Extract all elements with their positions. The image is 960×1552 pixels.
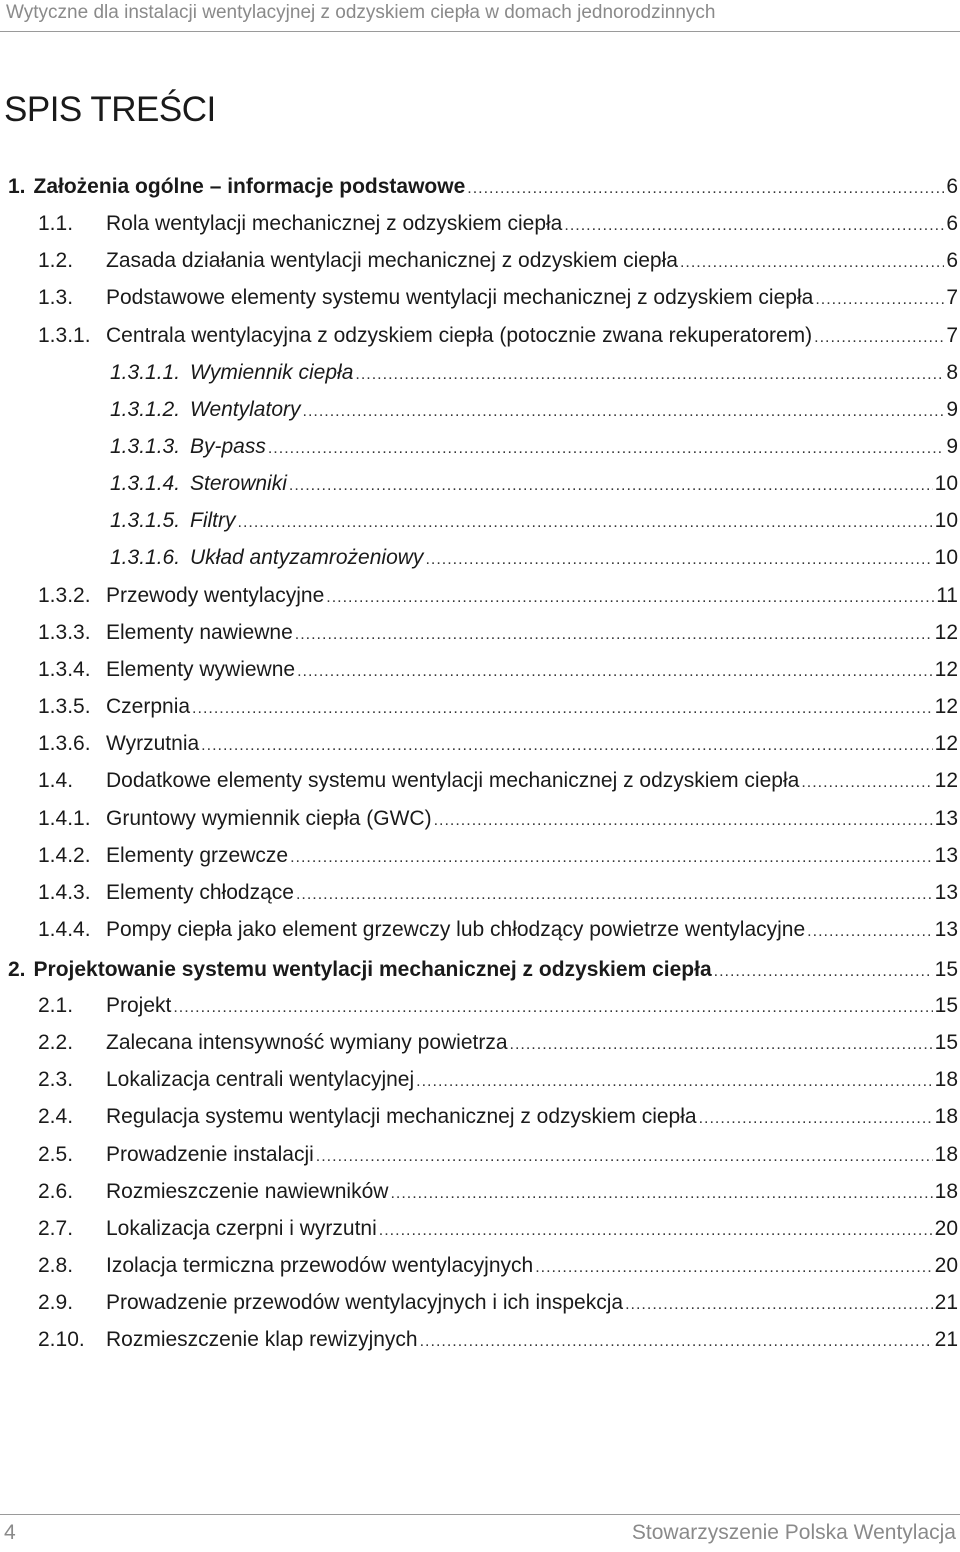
toc-entry-label: Wyrzutnia [106, 732, 200, 755]
toc-entry-label: Lokalizacja czerpni i wyrzutni [106, 1217, 377, 1240]
toc-entry-number: 1.2. [38, 249, 74, 272]
toc-entry-page: 6 [946, 212, 958, 235]
toc-entry-leader [106, 1249, 960, 1283]
toc-entry-label: Prowadzenie instalacji [106, 1143, 314, 1166]
toc-entry-number: 2.7. [38, 1217, 74, 1240]
toc-entry-page: 20 [934, 1217, 958, 1240]
toc-entry-leader [106, 1175, 960, 1209]
toc-dot-leader [266, 432, 944, 464]
toc-entry-number: 2.9. [38, 1291, 74, 1314]
toc-entry-number: 2.6. [38, 1180, 74, 1203]
toc-entry-number: 1.3.1.6. [110, 546, 181, 569]
toc-entry-label: Elementy nawiewne [106, 621, 293, 644]
toc-entry-page: 20 [934, 1254, 958, 1277]
toc-entry-label: Filtry [190, 509, 236, 532]
footer-divider [0, 1514, 960, 1515]
toc-entry[interactable] [0, 1249, 960, 1283]
toc-entry-page: 11 [936, 584, 958, 607]
toc-entry-leader [190, 467, 960, 501]
toc-entry-page: 10 [934, 546, 958, 569]
toc-entry-page: 12 [934, 695, 958, 718]
toc-dot-leader [678, 246, 944, 278]
toc-entry-page: 21 [934, 1328, 958, 1351]
toc-entry-leader [190, 541, 960, 575]
toc-entry-leader [190, 430, 960, 464]
toc-entry-leader [106, 1212, 960, 1246]
toc-dot-leader [377, 1214, 933, 1246]
toc-entry-page: 8 [946, 361, 958, 384]
footer-page-number: 4 [4, 1521, 16, 1544]
toc-entry-label: Przewody wentylacyjne [106, 584, 325, 607]
toc-entry-page: 13 [934, 807, 958, 830]
toc-entry-page: 7 [946, 324, 958, 347]
toc-entry-label: Zasada działania wentylacji mechanicznej z odzyskiem ciepła [106, 249, 678, 272]
toc-entry-label: Gruntowy wymiennik ciepła (GWC) [106, 807, 432, 830]
toc-entry-leader [106, 244, 960, 278]
toc-entry-leader [106, 802, 960, 836]
toc-dot-leader [171, 991, 932, 1023]
toc-entry[interactable] [0, 170, 960, 204]
footer-organization: Stowarzyszenie Polska Wentylacja [631, 1521, 956, 1544]
toc-entry-number: 1. [8, 175, 26, 198]
toc-entry-leader [106, 1026, 960, 1060]
toc-entry-page: 9 [946, 435, 958, 458]
toc-entry-number: 2.1. [38, 994, 74, 1017]
toc-entry[interactable] [0, 1100, 960, 1134]
toc-dot-leader [287, 469, 933, 501]
toc-entry-leader [190, 393, 960, 427]
toc-entry-leader [106, 1100, 960, 1134]
toc-entry-number: 1.3.1.4. [110, 472, 181, 495]
toc-entry-number: 2.2. [38, 1031, 74, 1054]
toc-entry[interactable] [0, 1212, 960, 1246]
toc-entry-page: 6 [946, 249, 958, 272]
toc-entry-leader [106, 876, 960, 910]
toc-entry[interactable] [0, 579, 960, 613]
toc-entry-number: 1.3.1.3. [110, 435, 181, 458]
toc-entry[interactable] [0, 1026, 960, 1060]
toc-dot-leader [324, 581, 934, 613]
toc-entry-leader [106, 653, 960, 687]
toc-entry[interactable] [0, 541, 960, 575]
toc-entry[interactable] [0, 989, 960, 1023]
toc-entry-page: 12 [934, 621, 958, 644]
toc-dot-leader [423, 543, 932, 575]
toc-dot-leader [236, 506, 933, 538]
toc-entry-number: 2.8. [38, 1254, 74, 1277]
toc-entry[interactable] [0, 876, 960, 910]
header-divider [0, 31, 960, 32]
toc-entry[interactable] [0, 504, 960, 538]
toc-entry-number: 1.3.5. [38, 695, 91, 718]
toc-entry[interactable] [0, 764, 960, 798]
toc-dot-leader [294, 878, 933, 910]
toc-entry[interactable] [0, 356, 960, 390]
toc-entry[interactable] [0, 802, 960, 836]
toc-entry-page: 10 [934, 472, 958, 495]
toc-entry-leader [106, 690, 960, 724]
toc-entry[interactable] [0, 1138, 960, 1172]
toc-entry-label: Lokalizacja centrali wentylacyjnej [106, 1068, 415, 1091]
toc-entry-number: 2.4. [38, 1105, 74, 1128]
toc-entry-label: Założenia ogólne – informacje podstawowe [33, 175, 466, 198]
toc-entry-leader [106, 1323, 960, 1357]
toc-entry-number: 1.4.4. [38, 918, 91, 941]
toc-entry-number: 1.3.2. [38, 584, 91, 607]
toc-entry-number: 1.3.6. [38, 732, 91, 755]
toc-entry[interactable] [0, 1323, 960, 1357]
toc-dot-leader [508, 1028, 933, 1060]
toc-entry-page: 15 [934, 958, 958, 981]
toc-entry[interactable] [0, 393, 960, 427]
toc-entry-leader [106, 764, 960, 798]
toc-entry-leader [190, 504, 960, 538]
toc-entry-label: Elementy chłodzące [106, 881, 294, 904]
toc-entry-leader [8, 953, 960, 987]
toc-entry-label: Rola wentylacji mechanicznej z odzyskiem ciepła [106, 212, 563, 235]
toc-entry-number: 1.3.1.5. [110, 509, 181, 532]
toc-dot-leader [199, 729, 932, 761]
toc-entry[interactable] [0, 1286, 960, 1320]
toc-entry-leader [8, 170, 960, 204]
toc-entry-number: 1.3.1.1. [110, 361, 181, 384]
toc-entry-label: By-pass [190, 435, 266, 458]
toc-entry-page: 12 [934, 658, 958, 681]
toc-dot-leader [623, 1288, 933, 1320]
toc-entry-page: 9 [946, 398, 958, 421]
toc-dot-leader [562, 209, 944, 241]
toc-entry-label: Pompy ciepła jako element grzewczy lub chłodzący powietrze wentylacyjne [106, 918, 806, 941]
toc-entry-leader [106, 616, 960, 650]
toc-entry-label: Rozmieszczenie nawiewników [106, 1180, 389, 1203]
toc-entry-page: 7 [946, 286, 958, 309]
toc-entry-number: 2.5. [38, 1143, 74, 1166]
toc-entry-number: 1.3.1.2. [110, 398, 181, 421]
toc-entry-page: 18 [934, 1105, 958, 1128]
toc-entry[interactable] [0, 616, 960, 650]
toc-entry[interactable] [0, 1063, 960, 1097]
toc-entry-leader [106, 913, 960, 947]
toc-dot-leader [805, 915, 932, 947]
toc-dot-leader [712, 955, 933, 987]
toc-entry[interactable] [0, 467, 960, 501]
toc-entry-number: 1.4.2. [38, 844, 91, 867]
toc-dot-leader [799, 766, 932, 798]
toc-entry-label: Czerpnia [106, 695, 191, 718]
toc-entry[interactable] [0, 690, 960, 724]
toc-dot-leader [288, 841, 933, 873]
toc-entry-leader [106, 281, 960, 315]
toc-entry-leader [106, 319, 960, 353]
toc-entry[interactable] [0, 653, 960, 687]
toc-dot-leader [432, 804, 933, 836]
toc-entry[interactable] [0, 727, 960, 761]
toc-entry-leader [106, 1063, 960, 1097]
toc-entry-leader [106, 1138, 960, 1172]
toc-entry-page: 12 [934, 732, 958, 755]
toc-entry-number: 1.4.3. [38, 881, 91, 904]
toc-dot-leader [293, 618, 933, 650]
toc-dot-leader [388, 1177, 932, 1209]
toc-entry-number: 2.3. [38, 1068, 74, 1091]
toc-entry-leader [106, 579, 960, 613]
toc-entry-label: Prowadzenie przewodów wentylacyjnych i ich inspekcja [106, 1291, 624, 1314]
toc-entry-number: 1.4. [38, 769, 74, 792]
toc-entry[interactable] [0, 953, 960, 987]
toc-entry-label: Projekt [106, 994, 172, 1017]
toc-entry[interactable] [0, 281, 960, 315]
toc-dot-leader [812, 321, 944, 353]
toc-entry-number: 1.3.4. [38, 658, 91, 681]
running-header: Wytyczne dla instalacji wentylacyjnej z odzyskiem ciepła w domach jednorodzinnych [6, 2, 716, 23]
toc-dot-leader [414, 1065, 932, 1097]
toc-entry-label: Wentylatory [190, 398, 301, 421]
toc-entry-page: 13 [934, 881, 958, 904]
toc-entry[interactable] [0, 839, 960, 873]
toc-entry-leader [106, 1286, 960, 1320]
toc-entry-label: Wymiennik ciepła [190, 361, 354, 384]
toc-entry[interactable] [0, 207, 960, 241]
toc-dot-leader [418, 1325, 933, 1357]
toc-entry-leader [106, 207, 960, 241]
toc-entry-page: 18 [934, 1180, 958, 1203]
toc-dot-leader [465, 172, 944, 204]
toc-entry-label: Układ antyzamrożeniowy [190, 546, 424, 569]
toc-entry-page: 21 [934, 1291, 958, 1314]
toc-entry-label: Dodatkowe elementy systemu wentylacji mechanicznej z odzyskiem ciepła [106, 769, 800, 792]
toc-entry[interactable] [0, 319, 960, 353]
toc-dot-leader [813, 283, 944, 315]
toc-entry-page: 15 [934, 994, 958, 1017]
toc-entry-number: 1.3.1. [38, 324, 91, 347]
toc-entry-label: Elementy wywiewne [106, 658, 296, 681]
toc-entry-label: Rozmieszczenie klap rewizyjnych [106, 1328, 418, 1351]
toc-entry-label: Centrala wentylacyjna z odzyskiem ciepła (potocznie zwana rekuperatorem) [106, 324, 813, 347]
toc-entry-label: Elementy grzewcze [106, 844, 289, 867]
toc-entry-number: 1.3. [38, 286, 74, 309]
toc-entry-page: 12 [934, 769, 958, 792]
toc-entry-number: 1.4.1. [38, 807, 91, 830]
toc-dot-leader [295, 655, 933, 687]
toc-entry-label: Izolacja termiczna przewodów wentylacyjnych [106, 1254, 534, 1277]
toc-entry-page: 15 [934, 1031, 958, 1054]
toc-entry-page: 6 [946, 175, 958, 198]
page-title: SPIS TREŚCI [4, 90, 216, 129]
toc-entry-number: 2.10. [38, 1328, 85, 1351]
toc-entry-leader [106, 727, 960, 761]
toc-entry-label: Regulacja systemu wentylacji mechanicznej z odzyskiem ciepła [106, 1105, 697, 1128]
toc-dot-leader [301, 395, 945, 427]
toc-entry-label: Projektowanie systemu wentylacji mechanicznej z odzyskiem ciepła [33, 958, 712, 981]
toc-dot-leader [353, 358, 944, 390]
toc-entry[interactable] [0, 913, 960, 947]
toc-entry-number: 1.3.3. [38, 621, 91, 644]
toc-entry-number: 1.1. [38, 212, 74, 235]
toc-entry[interactable] [0, 1175, 960, 1209]
toc-dot-leader [314, 1140, 933, 1172]
toc-entry-label: Sterowniki [190, 472, 287, 495]
toc-dot-leader [533, 1251, 932, 1283]
toc-dot-leader [190, 692, 933, 724]
toc-entry-page: 18 [934, 1143, 958, 1166]
toc-entry-leader [106, 989, 960, 1023]
toc-entry-number: 2. [8, 958, 26, 981]
toc-entry-page: 18 [934, 1068, 958, 1091]
toc-dot-leader [697, 1102, 933, 1134]
toc-entry-label: Podstawowe elementy systemu wentylacji mechanicznej z odzyskiem ciepła [106, 286, 814, 309]
toc-entry-page: 13 [934, 918, 958, 941]
toc-entry[interactable] [0, 244, 960, 278]
toc-entry-leader [106, 839, 960, 873]
toc-entry-page: 13 [934, 844, 958, 867]
toc-entry-leader [190, 356, 960, 390]
toc-entry-page: 10 [934, 509, 958, 532]
toc-entry[interactable] [0, 430, 960, 464]
toc-entry-label: Zalecana intensywność wymiany powietrza [106, 1031, 508, 1054]
